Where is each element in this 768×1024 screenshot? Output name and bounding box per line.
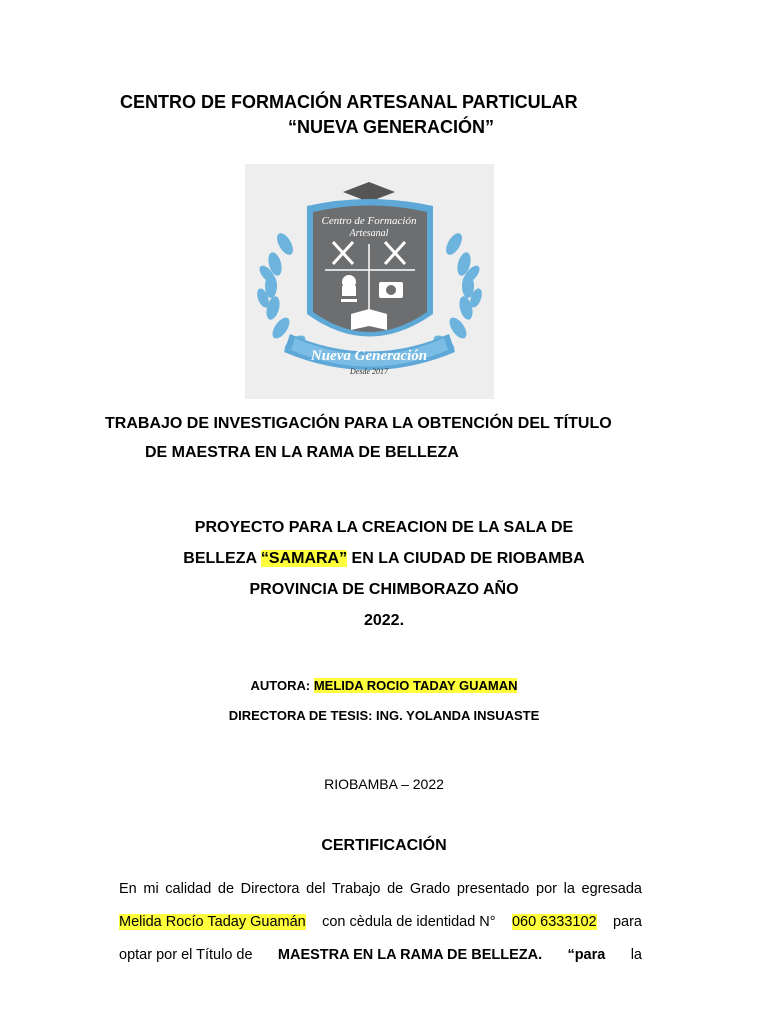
- id-number: 060 6333102: [511, 914, 597, 930]
- project-title-line4: 2022.: [363, 612, 405, 629]
- cert-p1: En mi calidad de Directora del Trabajo de Grado presentado por la egresada: [119, 881, 642, 897]
- shield-text-2: Artesanal: [349, 228, 389, 239]
- cert-p2-mid: con cèdula de identidad N°: [322, 914, 496, 930]
- degree-title: [278, 947, 542, 963]
- degree-title-dot: .: [538, 947, 543, 963]
- place-date: RIOBAMBA – 2022: [324, 776, 444, 792]
- author-name: MELIDA ROCIO TADAY GUAMAN: [313, 678, 518, 693]
- project-title-line2: [0, 550, 768, 568]
- author-line: [0, 678, 768, 693]
- certification-line2: [119, 914, 642, 930]
- institution-name: CENTRO DE FORMACIÓN ARTESANAL PARTICULAR: [120, 92, 578, 112]
- cert-p3-pre: optar por el Título de: [119, 947, 253, 963]
- salon-name-highlight: “SAMARA”: [260, 550, 348, 567]
- degree-title-text: MAESTRA EN LA RAMA DE BELLEZA: [277, 947, 539, 963]
- institution-subtitle: “NUEVA GENERACIÓN”: [288, 117, 495, 137]
- banner-text: Nueva Generación: [310, 348, 428, 364]
- shield-text: Centro de Formación: [321, 215, 417, 227]
- project-line2-post: EN LA CIUDAD DE RIOBAMBA: [347, 550, 585, 567]
- project-title-line3: PROVINCIA DE CHIMBORAZO AÑO: [249, 581, 519, 598]
- certification-heading: CERTIFICACIÓN: [321, 837, 447, 854]
- student-name: Melida Rocío Taday Guamán: [119, 914, 306, 930]
- cert-p3-quote: “para: [567, 947, 606, 963]
- thesis-title-line2: DE MAESTRA EN LA RAMA DE BELLEZA: [145, 444, 459, 461]
- certification-line1: [119, 881, 642, 897]
- cert-p2-end: para: [612, 914, 642, 930]
- project-title-line1: PROYECTO PARA LA CREACION DE LA SALA DE: [194, 519, 574, 536]
- since-text: Desde 2017: [350, 367, 388, 376]
- project-line2-pre: BELLEZA: [183, 550, 261, 567]
- thesis-title-line1: TRABAJO DE INVESTIGACIÓN PARA LA OBTENCIÓN DEL TÍTULO: [105, 415, 612, 432]
- camera-icon: [379, 282, 403, 298]
- director-line: DIRECTORA DE TESIS: ING. YOLANDA INSUASTE: [228, 708, 540, 723]
- institution-logo: [245, 164, 494, 399]
- cert-p3-end: la: [630, 947, 642, 963]
- certification-line3: [119, 947, 642, 963]
- author-label: AUTORA:: [250, 678, 314, 693]
